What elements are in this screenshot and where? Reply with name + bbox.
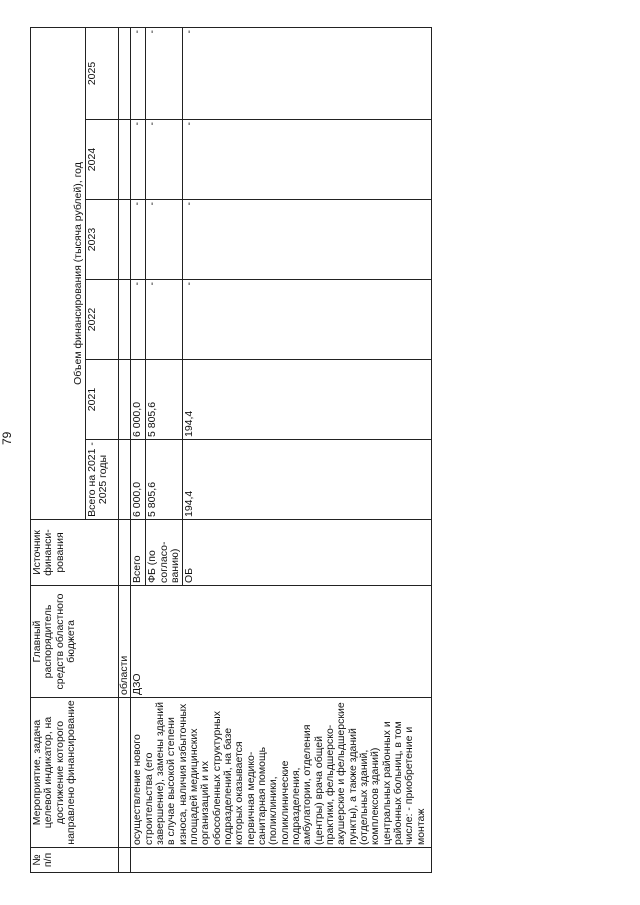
header-manager: Главный распорядитель средств областного бюджета [31, 586, 119, 698]
source-cell: Всего [131, 520, 146, 586]
value-cell: - [146, 200, 183, 280]
value-cell: 5 805,6 [146, 360, 183, 440]
total-cell: 5 805,6 [146, 440, 183, 520]
document-page: 79 № п/п Мероприятие, задача целевой индикатор, на достижение которого направлено финансирование Главный распорядитель средств областного бюджета Источник финанси-рования Объем финансирования (тысяча рублей), год Всего на 2021 - 2025 годы 2021 2022 2023 2024 2025 области осуществление нового строительства (его завершение), замены зданий в случае высокой степени износа, наличия избыточных площадей медицинских организаций и их обособленных структурных подразделений, на базе которых оказывается первичная медико-санитарная помощь (поликлиники, поликлинические подразделения, амбулатории, отделения (центры) врача общей практики, фельдшерско-акушерские и фельдшерские пункты), а также зданий (отдельных зданий, комплексов зданий) центральных районных и районных больниц, в том числе: - приобретение и монтаж ДЗО Всего 6 000,0 6 000,0 - - - - ФБ (по согласо-ванию) 5 805,6 5 805,6 - - - - ОБ 194,4 194,4 - - - - [0, 0, 640, 905]
header-year: 2022 [86, 280, 119, 360]
total-cell: 194,4 [183, 440, 432, 520]
financing-table [30, 27, 432, 873]
source-cell: ОБ [183, 520, 432, 586]
header-year: 2025 [86, 27, 119, 119]
value-cell: - [131, 200, 146, 280]
total-cell: 6 000,0 [131, 440, 146, 520]
measure-text: осуществление нового строительства (его завершение), замены зданий в случае высокой степени износа, наличия избыточных площадей медицинских организаций и их обособленных структурных подразделений, на базе которых оказывается первичная медико-санитарная помощь (поликлиники, поликлинические подразделения, амбулатории, отделения (центры) врача общей практики, фельдшерско-акушерские и фельдшерские пункты), а также зданий (отдельных зданий, комплексов зданий) центральных районных и районных больниц, в том числе: - приобретение и монтаж [131, 698, 432, 848]
value-cell: - [131, 27, 146, 119]
value-cell: - [183, 27, 432, 119]
num-cell [131, 848, 432, 873]
header-year: 2023 [86, 200, 119, 280]
source-cell: ФБ (по согласо-ванию) [146, 520, 183, 586]
separator-row [119, 27, 131, 872]
header-volume: Объем финансирования (тысяча рублей), год [31, 27, 86, 519]
value-cell: - [183, 120, 432, 200]
table-row [131, 27, 146, 872]
value-cell: - [146, 120, 183, 200]
header-year: 2024 [86, 120, 119, 200]
header-measure: Мероприятие, задача целевой индикатор, на достижение которого направлено финансирование [31, 698, 119, 848]
header-year: 2021 [86, 360, 119, 440]
value-cell: - [131, 120, 146, 200]
manager-cell: ДЗО [131, 586, 432, 698]
manager-sep-text: области [119, 586, 131, 698]
header-num: № п/п [31, 848, 119, 873]
value-cell: - [131, 280, 146, 360]
value-cell: - [183, 200, 432, 280]
value-cell: - [183, 280, 432, 360]
value-cell: 194,4 [183, 360, 432, 440]
value-cell: 6 000,0 [131, 360, 146, 440]
header-row-1 [31, 27, 86, 872]
value-cell: - [146, 27, 183, 119]
header-source: Источник финанси-рования [31, 520, 119, 586]
header-total: Всего на 2021 - 2025 годы [86, 440, 119, 520]
value-cell: - [146, 280, 183, 360]
